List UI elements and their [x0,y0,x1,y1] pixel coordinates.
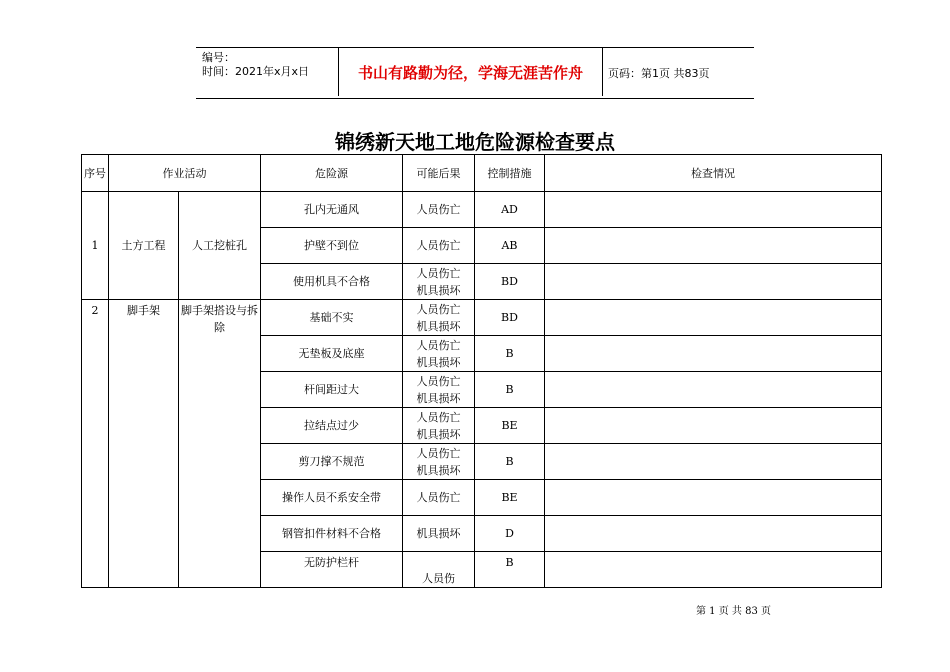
row-activity: 脚手架搭设与拆除 [179,300,261,588]
row-activity: 人工挖桩孔 [179,192,261,300]
consequence-cell: 人员伤亡 [403,228,475,264]
control-cell: BD [475,264,545,300]
page-info: 页码：第1页 共83页 [608,67,710,80]
consequence-cell: 机具损坏 [403,516,475,552]
header-inspection: 检查情况 [545,155,882,192]
motto-box [338,48,603,96]
page-header [196,47,754,99]
header-hazard: 危险源 [261,155,403,192]
consequence-cell: 人员伤亡 机具损坏 [403,264,475,300]
header-control: 控制措施 [475,155,545,192]
inspection-cell [545,552,882,588]
inspection-cell [545,480,882,516]
header-consequence: 可能后果 [403,155,475,192]
consequence-cell: 人员伤亡 机具损坏 [403,300,475,336]
hazard-cell: 钢管扣件材料不合格 [261,516,403,552]
inspection-cell [545,516,882,552]
hazard-cell: 基础不实 [261,300,403,336]
time-label: 时间：2021年x月x日 [202,65,310,78]
hazard-cell: 杆间距过大 [261,372,403,408]
hazard-cell: 无防护栏杆 [261,552,403,588]
control-cell: BE [475,480,545,516]
control-cell: B [475,552,545,588]
number-label: 编号： [202,51,235,64]
consequence-cell: 人员伤亡 机具损坏 [403,372,475,408]
hazard-cell: 无垫板及底座 [261,336,403,372]
control-cell: B [475,372,545,408]
hazard-cell: 护壁不到位 [261,228,403,264]
control-cell: B [475,336,545,372]
consequence-cell: 人员伤亡 机具损坏 [403,444,475,480]
inspection-cell [545,336,882,372]
control-cell: B [475,444,545,480]
hazard-cell: 操作人员不系安全带 [261,480,403,516]
control-cell: D [475,516,545,552]
control-cell: BD [475,300,545,336]
inspection-cell [545,228,882,264]
control-cell: AD [475,192,545,228]
motto-text: 书山有路勤为径，学海无涯苦作舟 [357,63,583,82]
table-row [82,300,882,336]
hazard-cell: 剪刀撑不规范 [261,444,403,480]
header-activity: 作业活动 [109,155,261,192]
row-category: 脚手架 [109,300,179,588]
hazard-cell: 拉结点过少 [261,408,403,444]
consequence-cell: 人员伤亡 [403,480,475,516]
row-seq: 2 [82,300,109,588]
row-seq: 1 [82,192,109,300]
table-row [82,192,882,228]
table-header-row [82,155,882,192]
inspection-cell [545,372,882,408]
consequence-cell: 人员伤亡 机具损坏 [403,336,475,372]
consequence-cell: 人员伤亡 机具损坏 [403,408,475,444]
hazard-cell: 孔内无通风 [261,192,403,228]
hazard-cell: 使用机具不合格 [261,264,403,300]
row-category: 土方工程 [109,192,179,300]
inspection-cell [545,192,882,228]
consequence-cell: 人员伤亡 [403,192,475,228]
document-title: 锦绣新天地工地危险源检查要点 [335,130,615,154]
control-cell: AB [475,228,545,264]
hazard-table [81,154,882,588]
inspection-cell [545,408,882,444]
consequence-cell: 人员伤 [403,552,475,588]
inspection-cell [545,264,882,300]
header-meta [202,51,340,79]
page-footer: 第 1 页 共 83 页 [696,606,771,617]
header-seq: 序号 [82,155,109,192]
inspection-cell [545,300,882,336]
inspection-cell [545,444,882,480]
control-cell: BE [475,408,545,444]
